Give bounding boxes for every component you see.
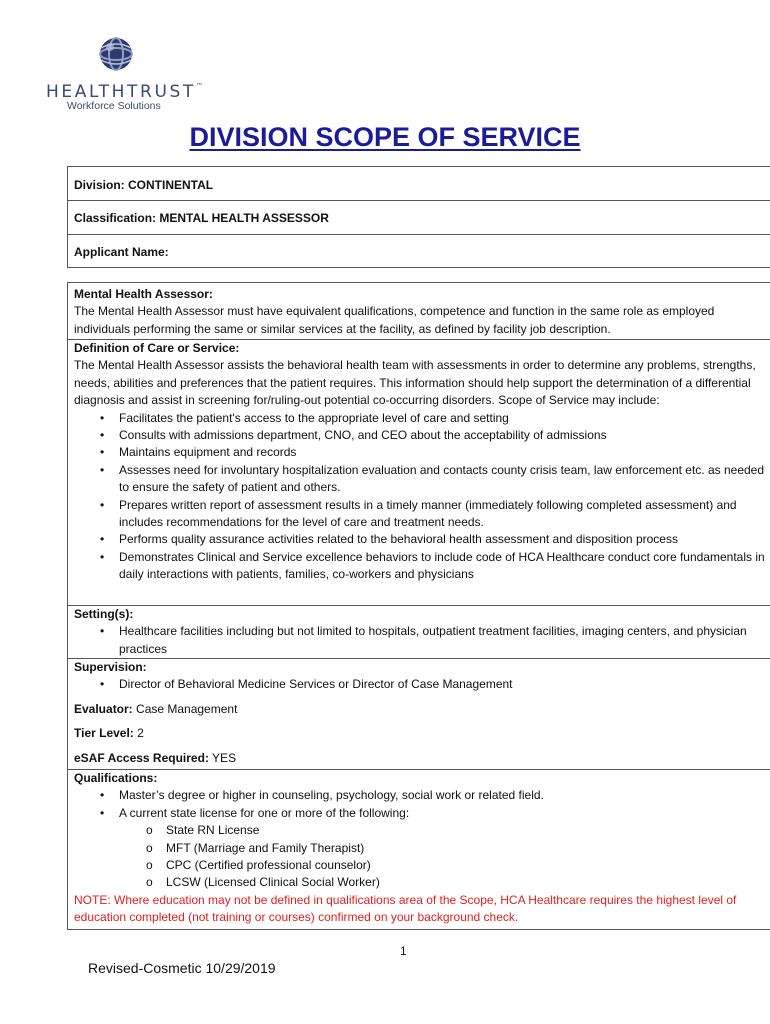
list-item: • Consults with admissions department, CNO, and CEO about the acceptability of admissions <box>74 427 766 444</box>
esaf-access-field: eSAF Access Required: YES <box>74 750 237 765</box>
education-note: NOTE: Where education may not be defined in qualifications area of the Scope, HCA Healthcare requires the highest level of education completed (not training or courses) confirmed on your background check. <box>74 892 737 925</box>
list-item: • Prepares written report of assessment results in a timely manner (immediately following completed assessment) and includes recommendations for the level of care and treatment needs. <box>74 497 766 532</box>
list-item: • A current state license for one or more of the following: <box>74 805 766 822</box>
healthtrust-logo <box>46 36 206 114</box>
page-number: 1 <box>400 944 407 958</box>
definition-section <box>68 340 770 584</box>
qualifications-heading: Qualifications: <box>74 771 158 785</box>
list-item: • Demonstrates Clinical and Service excellence behaviors to include code of HCA Healthcare conduct core fundamentals in daily interactions with patients, families, co-workers and physicians <box>74 549 766 584</box>
settings-section <box>68 606 770 658</box>
globe-icon <box>98 36 134 72</box>
evaluator-field: Evaluator: Case Management <box>74 701 238 716</box>
list-item: • Healthcare facilities including but not limited to hospitals, outpatient treatment facilities, imaging centers, and physician practices <box>74 623 766 658</box>
definition-heading: Definition of Care or Service: <box>74 341 240 355</box>
role-section <box>68 286 770 338</box>
list-item: • Assesses need for involuntary hospitalization evaluation and contacts county crisis team, law enforcement etc. as needed to ensure the safety of patient and others. <box>74 462 766 497</box>
list-item: o LCSW (Licensed Clinical Social Worker) <box>74 874 766 891</box>
qualifications-section <box>68 770 770 927</box>
role-heading: Mental Health Assessor: <box>74 287 213 301</box>
supervision-heading: Supervision: <box>74 660 147 674</box>
list-item: o MFT (Marriage and Family Therapist) <box>74 840 766 857</box>
classification-field: Classification: MENTAL HEALTH ASSESSOR <box>74 211 329 225</box>
supervision-list <box>74 676 766 693</box>
definition-list <box>74 410 766 584</box>
list-item: • Maintains equipment and records <box>74 444 766 461</box>
list-item: • Performs quality assurance activities related to the behavioral health assessment and disposition process <box>74 531 766 548</box>
qualifications-list <box>74 787 766 822</box>
settings-heading: Setting(s): <box>74 607 134 621</box>
revision-footer: Revised-Cosmetic 10/29/2019 <box>88 960 276 976</box>
list-item: • Master’s degree or higher in counseling, psychology, social work or related field. <box>74 787 766 804</box>
list-item: o CPC (Certified professional counselor) <box>74 857 766 874</box>
tier-level-field: Tier Level: 2 <box>74 726 144 741</box>
list-item: o State RN License <box>74 822 766 839</box>
header-box <box>67 166 770 268</box>
definition-text: The Mental Health Assessor assists the behavioral health team with assessments in order to determine any problems, strengths, needs, abilities and preferences that the patient requires. This information should help support the determination of a differential diagnosis and assist in screening for/ruling-out potential co-occurring disorders. Scope of Service may include: <box>74 358 756 408</box>
role-text: The Mental Health Assessor must have equivalent qualifications, competence and function in the same role as employed individuals performing the same or similar services at the facility, as defined by facility job description. <box>74 304 715 336</box>
division-field: Division: CONTINENTAL <box>74 178 214 192</box>
scope-table <box>67 282 770 930</box>
license-list <box>74 822 766 892</box>
page-title: DIVISION SCOPE OF SERVICE <box>189 122 581 152</box>
list-item: • Facilitates the patient's access to the appropriate level of care and setting <box>74 410 766 427</box>
logo-brand: HEALTHTRUST™ <box>46 82 203 102</box>
supervision-section <box>68 659 770 767</box>
applicant-name-field: Applicant Name: <box>74 245 169 259</box>
list-item: • Director of Behavioral Medicine Services or Director of Case Management <box>74 676 766 693</box>
settings-list <box>74 623 766 658</box>
logo-subtitle: Workforce Solutions <box>67 100 161 112</box>
